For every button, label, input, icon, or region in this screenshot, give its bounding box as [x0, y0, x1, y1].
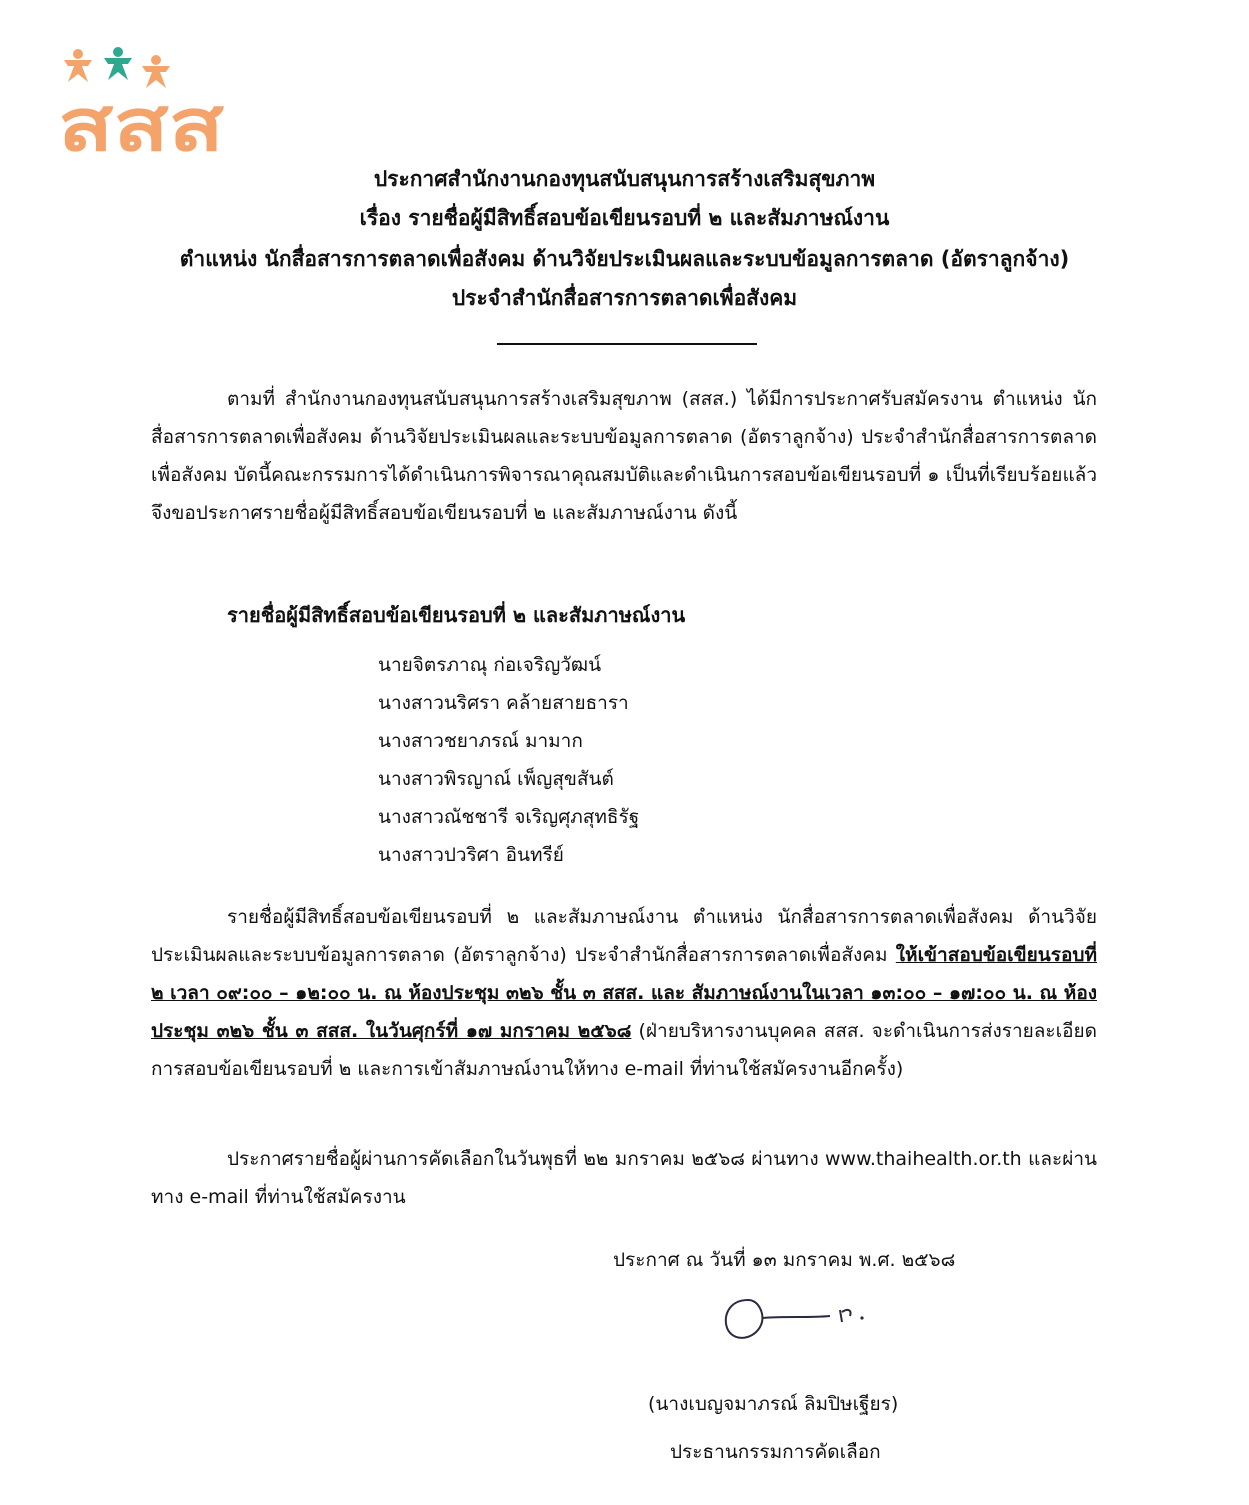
- logo-text: สสส: [58, 83, 225, 158]
- heading-line-3: ตำแหน่ง นักสื่อสารการตลาดเพื่อสังคม ด้านวิจัยประเมินผลและระบบข้อมูลการตลาด (อัตราลูกจ้าง): [179, 247, 1070, 271]
- list-item: นางสาวชยาภรณ์ มามาก: [378, 730, 583, 752]
- heading-line-4: ประจำสำนักสื่อสารการตลาดเพื่อสังคม: [451, 286, 798, 310]
- heading-line-1: ประกาศสำนักงานกองทุนสนับสนุนการสร้างเสริมสุขภาพ: [373, 167, 876, 191]
- list-item: นางสาวพิรญาณ์ เพ็ญสุขสันต์: [378, 768, 614, 790]
- heading-line-2: เรื่อง รายชื่อผู้มีสิทธิ์สอบข้อเขียนรอบที่ ๒ และสัมภาษณ์งาน: [359, 206, 890, 230]
- list-item: นางสาวปวริศา อินทรีย์: [378, 844, 564, 866]
- candidate-list: [378, 646, 639, 874]
- list-item: นางสาวณัชชารี จเริญศุภสุทธิรัฐ: [378, 806, 640, 828]
- schedule-text: รายชื่อผู้มีสิทธิ์สอบข้อเขียนรอบที่ ๒ และสัมภาษณ์งาน ตำแหน่ง นักสื่อสารการตลาดเพื่อสังคม ด้านวิจัยประเมินผลและระบบข้อมูลการตลาด (อัตราลูกจ้าง) ประจำสำนักสื่อสารการตลาดเพื่อสังคม: [151, 906, 1097, 966]
- thaihealth-logo: [58, 46, 230, 158]
- signer-name: (นางเบญจมาภรณ์ ลิมปิษเฐียร): [648, 1393, 899, 1415]
- schedule-paragraph: [151, 898, 1097, 1088]
- dateline: ประกาศ ณ วันที่ ๑๓ มกราคม พ.ศ. ๒๕๖๘: [613, 1249, 956, 1271]
- schedule-emphasis: ให้เข้าสอบข้อเขียนรอบที่ ๒ เวลา ๐๙:๐๐ – ๑๒:๐๐ น. ณ ห้องประชุม ๓๒๖ ชั้น ๓ สสส. และ สัมภาษณ์งานในเวลา ๑๓:๐๐ – ๑๗:๐๐ น. ณ ห้องประชุม ๓๒๖ ชั้น ๓ สสส. ในวันศุกร์ที่ ๑๗ มกราคม ๒๕๖๘: [151, 944, 1098, 1042]
- heading-divider: [497, 343, 757, 345]
- announcement-paragraph: ประกาศรายชื่อผู้ผ่านการคัดเลือกในวันพุธที่ ๒๒ มกราคม ๒๕๖๘ ผ่านทาง www.thaihealth.or.th และผ่านทาง e-mail ที่ท่านใช้สมัครงาน: [151, 1148, 1097, 1208]
- signature: [718, 1288, 878, 1348]
- list-title: รายชื่อผู้มีสิทธิ์สอบข้อเขียนรอบที่ ๒ และสัมภาษณ์งาน: [227, 603, 686, 627]
- list-item: นางสาวนริศรา คล้ายสายธารา: [378, 692, 629, 714]
- list-item: นายจิตรภาณุ ก่อเจริญวัฒน์: [378, 654, 602, 676]
- schedule-note: (ฝ่ายบริหารงานบุคคล สสส. จะดำเนินการส่งรายละเอียดการสอบข้อเขียนรอบที่ ๒ และการเข้าสัมภาษณ์งานให้ทาง e-mail ที่ท่านใช้สมัครงานอีกครั้ง): [151, 1020, 1097, 1080]
- intro-paragraph: ตามที่ สำนักงานกองทุนสนับสนุนการสร้างเสริมสุขภาพ (สสส.) ได้มีการประกาศรับสมัครงาน ตำแหน่ง นักสื่อสารการตลาดเพื่อสังคม ด้านวิจัยประเมินผลและระบบข้อมูลการตลาด (อัตราลูกจ้าง) ประจำสำนักสื่อสารการตลาดเพื่อสังคม บัดนี้คณะกรรมการได้ดำเนินการพิจารณาคุณสมบัติและดำเนินการสอบข้อเขียนรอบที่ ๑ เป็นที่เรียบร้อยแล้ว จึงขอประกาศรายชื่อผู้มีสิทธิ์สอบข้อเขียนรอบที่ ๒ และสัมภาษณ์งาน ดังนี้: [151, 388, 1097, 524]
- three-figures-logo-icon: [64, 47, 170, 88]
- signer-title: ประธานกรรมการคัดเลือก: [670, 1441, 881, 1463]
